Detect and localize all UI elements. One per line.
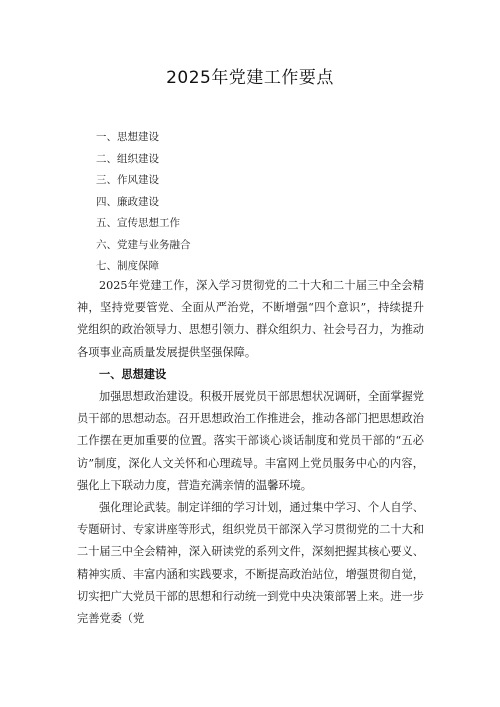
body-paragraph: 强化理论武装。制定详细的学习计划，通过集中学习、个人自学、专题研讨、专家讲座等形式，组织党员干部深入学习贯彻党的二十大和二十届三中全会精神，深入研读党的系列文件，深刻把握其核心要义、精神实质、丰富内涵和实践要求，不断提高政治站位，增强贯彻自觉，切实把广大党员干部的思想和行动统一到党中央决策部署上来。进一步完善党委（党 [77,501,424,626]
document-title: 2025年党建工作要点 [166,68,334,88]
body-paragraph: 加强思想政治建设。积极开展党员干部思想状况调研，全面掌握党员干部的思想动态。召开思想政治工作推进会，推动各部门把思想政治工作摆在更加重要的位置。落实干部谈心谈话制度和党员干部的“五必访”制度，深化人文关怀和心理疏导。丰富网上党员服务中心的内容，强化上下联动力度，营造充满亲情的温馨环境。 [77,390,424,492]
toc-item: 一、思想建设 [96,131,159,143]
table-of-contents [96,127,191,278]
toc-item: 三、作风建设 [96,174,159,186]
document-body [77,275,424,630]
intro-paragraph: 2025年党建工作，深入学习贯彻党的二十大和二十届三中全会精神，坚持党要管党、全面从严治党，不断增强“四个意识”，持续提升党组织的政治领导力、思想引领力、群众组织力、社会号召力，为推动各项事业高质量发展提供坚强保障。 [77,279,424,359]
toc-item: 四、廉政建设 [96,195,159,208]
toc-item: 六、党建与业务融合 [96,238,191,251]
toc-item: 五、宣传思想工作 [96,217,180,229]
toc-item: 七、制度保障 [96,260,159,272]
toc-item: 二、组织建设 [96,152,159,165]
section-heading: 一、思想建设 [99,367,167,381]
